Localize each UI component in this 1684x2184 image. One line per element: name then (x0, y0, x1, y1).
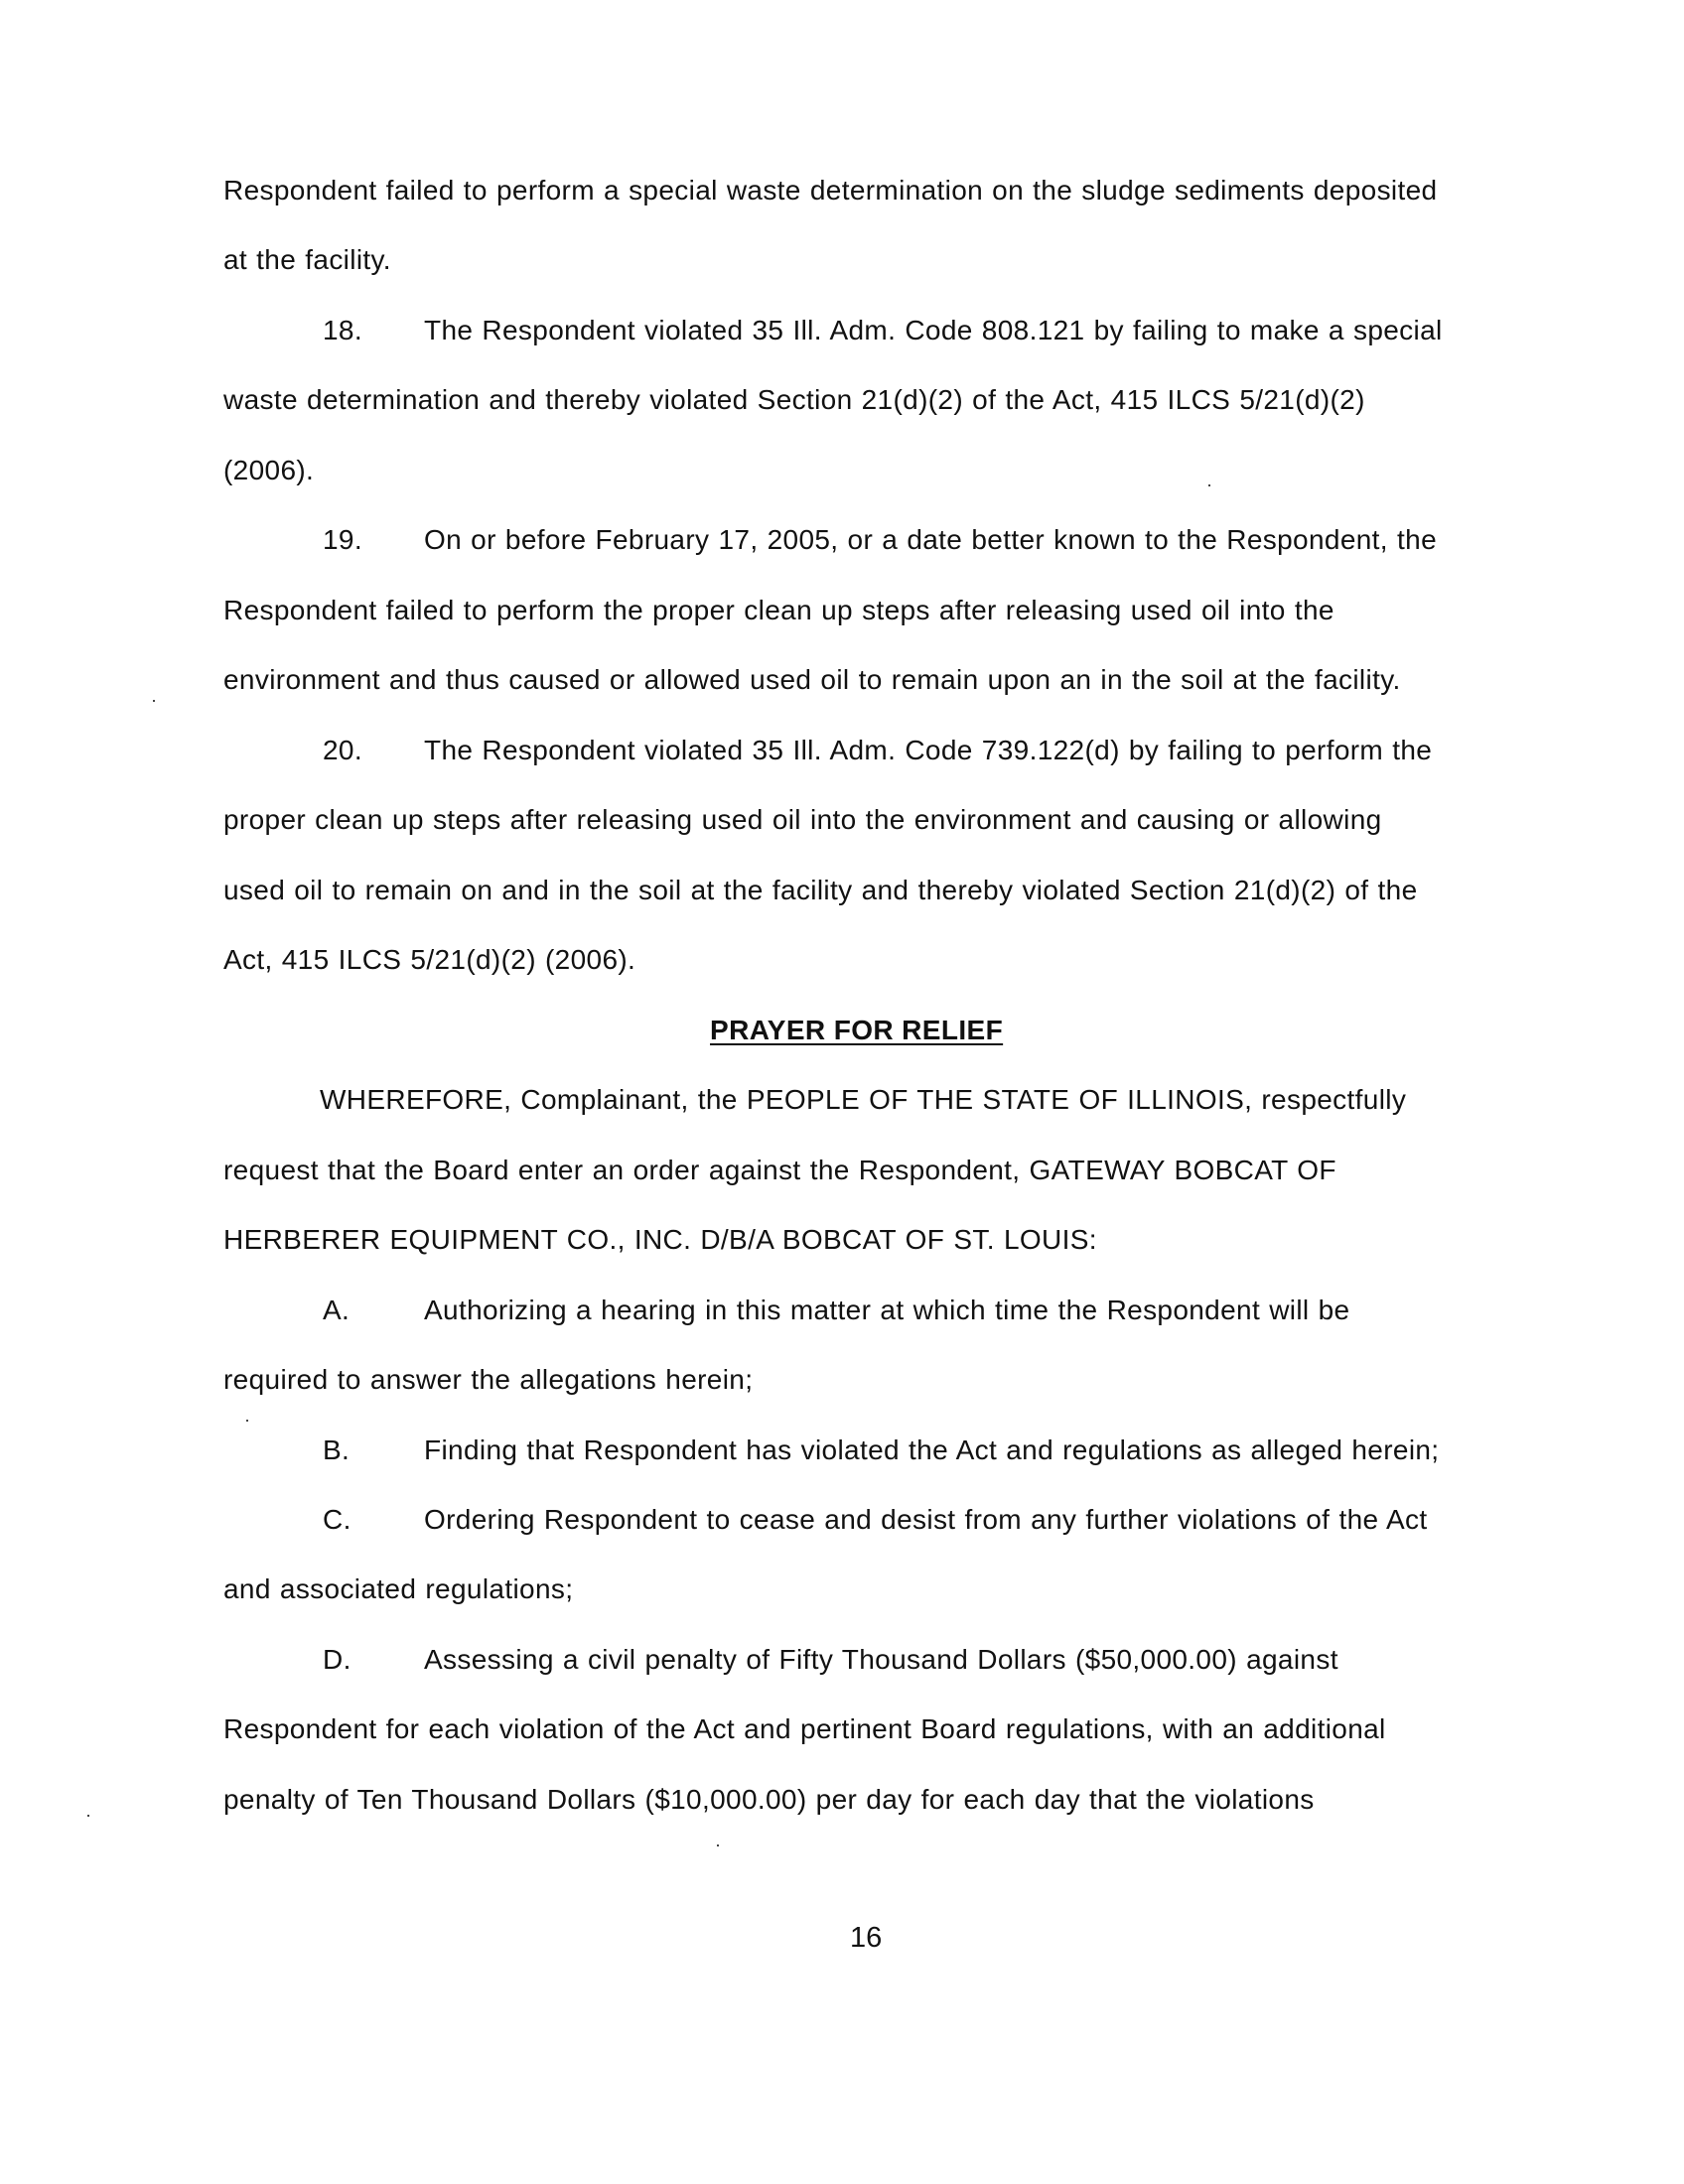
scan-speck (1208, 484, 1210, 486)
relief-item-a-line-1: Authorizing a hearing in this matter at which time the Respondent will be (424, 1295, 1350, 1325)
paragraph-18-line-2: waste determination and thereby violated Section 21(d)(2) of the Act, 415 ILCS 5/21(d)(2) (223, 384, 1365, 415)
paragraph-18-line-1: The Respondent violated 35 Ill. Adm. Code 808.121 by failing to make a special (424, 315, 1443, 345)
paragraph-19-line-1: On or before February 17, 2005, or a date better known to the Respondent, the (424, 524, 1438, 555)
wherefore-line-1: WHEREFORE, Complainant, the PEOPLE OF THE STATE OF ILLINOIS, respectfully (320, 1084, 1407, 1115)
paragraph-19-number: 19. (323, 524, 362, 555)
scan-speck (246, 1420, 248, 1422)
section-heading-prayer-for-relief: PRAYER FOR RELIEF (710, 1015, 1004, 1045)
relief-item-c-line-2: and associated regulations; (223, 1573, 574, 1604)
page-number: 16 (850, 1922, 883, 1954)
relief-item-d-line-2: Respondent for each violation of the Act and pertinent Board regulations, with an additional (223, 1713, 1386, 1744)
paragraph-20-number: 20. (323, 735, 362, 765)
relief-item-b-letter: B. (323, 1434, 351, 1465)
paragraph-20-line-4: Act, 415 ILCS 5/21(d)(2) (2006). (223, 944, 636, 975)
paragraph-17-line-2: at the facility. (223, 244, 391, 275)
relief-item-a-letter: A. (323, 1295, 351, 1325)
paragraph-18-line-3: (2006). (223, 455, 315, 485)
scan-speck (717, 1844, 719, 1846)
paragraph-20-line-2: proper clean up steps after releasing used oil into the environment and causing or allowing (223, 804, 1382, 835)
relief-item-d-line-1: Assessing a civil penalty of Fifty Thousand Dollars ($50,000.00) against (424, 1644, 1338, 1675)
relief-item-a-line-2: required to answer the allegations herein; (223, 1364, 754, 1395)
relief-item-c-letter: C. (323, 1504, 351, 1535)
relief-item-c-line-1: Ordering Respondent to cease and desist from any further violations of the Act (424, 1504, 1428, 1535)
relief-item-d-line-3: penalty of Ten Thousand Dollars ($10,000.00) per day for each day that the violations (223, 1784, 1315, 1815)
scan-speck (153, 700, 155, 702)
paragraph-20-line-3: used oil to remain on and in the soil at the facility and thereby violated Section 21(d)(2) of the (223, 875, 1418, 905)
scan-speck (87, 1815, 89, 1817)
relief-item-d-letter: D. (323, 1644, 351, 1675)
paragraph-19-line-3: environment and thus caused or allowed used oil to remain upon an in the soil at the facility. (223, 664, 1401, 695)
wherefore-line-3: HERBERER EQUIPMENT CO., INC. D/B/A BOBCAT OF ST. LOUIS: (223, 1224, 1097, 1255)
paragraph-19-line-2: Respondent failed to perform the proper clean up steps after releasing used oil into the (223, 595, 1334, 625)
wherefore-line-2: request that the Board enter an order against the Respondent, GATEWAY BOBCAT OF (223, 1155, 1336, 1185)
paragraph-17-line-1: Respondent failed to perform a special waste determination on the sludge sediments deposited (223, 175, 1438, 205)
paragraph-18-number: 18. (323, 315, 362, 345)
relief-item-b-line-1: Finding that Respondent has violated the Act and regulations as alleged herein; (424, 1434, 1440, 1465)
paragraph-20-line-1: The Respondent violated 35 Ill. Adm. Code 739.122(d) by failing to perform the (424, 735, 1433, 765)
